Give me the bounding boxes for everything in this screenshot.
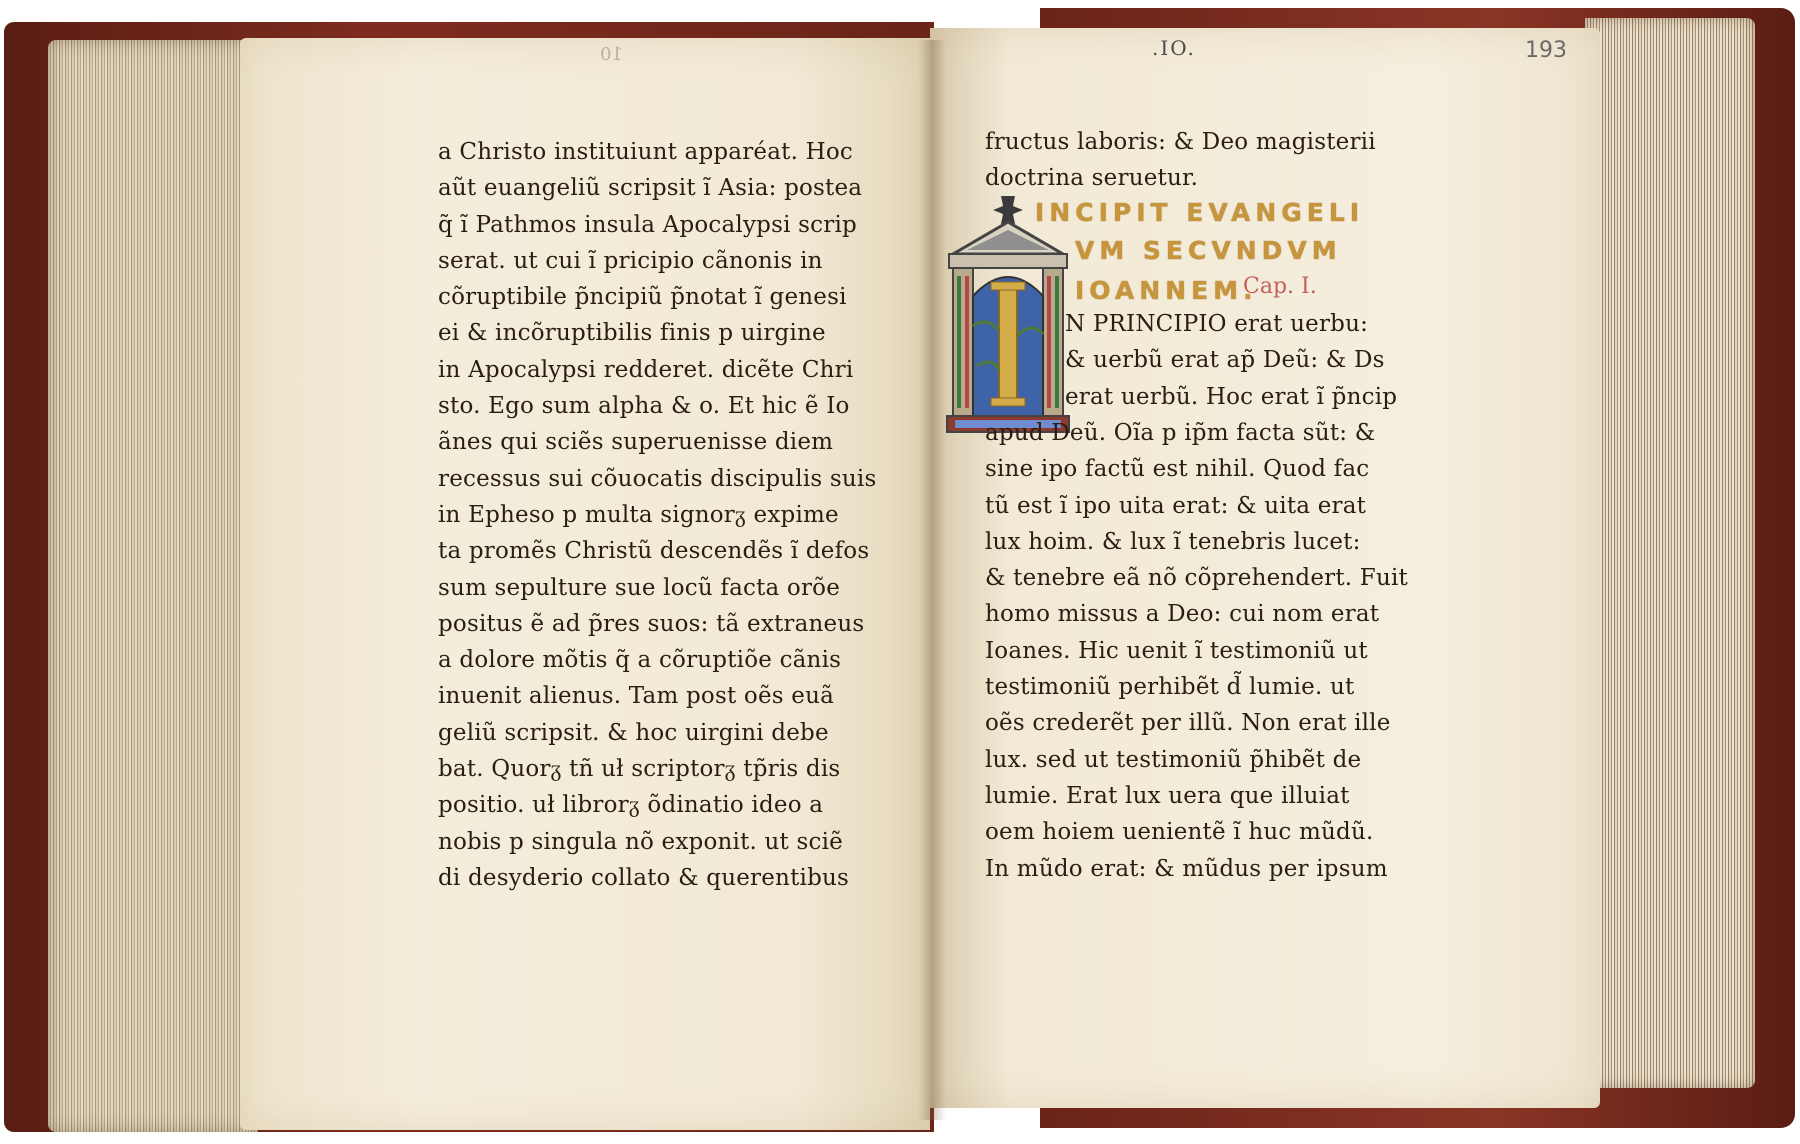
text-line: In mũdo erat: & mũdus per ipsum: [985, 855, 1388, 882]
text-line: sum sepulture sue locũ facta orõe: [438, 574, 841, 601]
text-line: oẽs crederẽt per illũ. Non erat ille: [985, 710, 1391, 737]
illuminated-initial: [943, 196, 1073, 436]
right-page-top-text: [985, 124, 1376, 197]
text-line: ta promẽs Christũ descendẽs ĩ defos: [438, 538, 870, 565]
text-line: tũ est ĩ ipo uita erat: & uita erat: [985, 492, 1367, 519]
right-page-text-beside-initial: [1065, 306, 1397, 415]
rubric-line: IOANNEM.: [1075, 276, 1258, 305]
text-line: erat uerbũ. Hoc erat ĩ p̃ncip: [1065, 383, 1398, 410]
text-line: a Christo instituiunt apparéat. Hoc: [438, 139, 853, 165]
text-line: lux hoim. & lux ĩ tenebris lucet:: [985, 528, 1361, 555]
folio-header: .IO.: [1152, 36, 1196, 60]
text-line: ei & incõruptibilis finis p uirgine: [438, 320, 826, 347]
text-line: in Epheso p multa signorᵹ expime: [438, 501, 839, 528]
text-line: & uerbũ erat ap̃ Deũ: & Ds: [1065, 347, 1385, 374]
text-line: geliũ scripsit. & hoc uirgini debe: [438, 719, 829, 746]
text-line: fructus laboris: & Deo magisterii: [985, 129, 1376, 155]
text-line: nobis p singula nõ exponit. ut sciẽ: [438, 828, 843, 855]
text-line: homo missus a Deo: cui nom erat: [985, 601, 1380, 628]
text-line: N PRINCIPIO erat uerbu:: [1065, 311, 1369, 337]
chapter-label: Cap. I.: [1243, 274, 1317, 299]
text-line: sto. Ego sum alpha & o. Et hic ẽ Io: [438, 393, 850, 420]
text-line: di desyderio collato & querentibus: [438, 864, 850, 891]
page-edges-right: [1585, 18, 1755, 1088]
folio-number: 193: [1525, 38, 1567, 63]
text-line: in Apocalypsi redderet. dicẽte Chri: [438, 356, 854, 383]
text-line: serat. ut cui ĩ pricipio cãnonis in: [438, 247, 823, 274]
text-line: cõruptibile p̃ncipiũ p̃notat ĩ genesi: [438, 284, 847, 311]
text-line: Ioanes. Hic uenit ĩ testimoniũ ut: [985, 637, 1368, 664]
text-line: positus ẽ ad p̃res suos: tã extraneus: [438, 610, 865, 637]
text-line: doctrina seruetur.: [985, 165, 1199, 192]
text-line: lux. sed ut testimoniũ p̃hibẽt de: [985, 746, 1362, 773]
text-line: inuenit alienus. Tam post oẽs euã: [438, 683, 835, 710]
text-line: positio. uł librorᵹ õdinatio ideo a: [438, 792, 824, 819]
book-gutter: [918, 40, 946, 1120]
text-line: aũt euangeliũ scripsit ĩ Asia: postea: [438, 175, 863, 202]
left-page-text: [438, 134, 876, 896]
text-line: oem hoiem uenientẽ ĩ huc mũdũ.: [985, 819, 1374, 846]
left-ghost-folio: 10: [600, 44, 623, 65]
text-line: bat. Quorᵹ tñ uł scriptorᵹ tp̃ris dis: [438, 756, 841, 783]
right-page-body-text: [985, 415, 1408, 887]
rubric-line: VM SECVNDVM: [1075, 236, 1342, 265]
text-line: ãnes qui sciẽs superuenisse diem: [438, 429, 834, 456]
text-line: lumie. Erat lux uera que illuiat: [985, 782, 1350, 809]
text-line: sine ipo factũ est nihil. Quod fac: [985, 456, 1370, 483]
text-line: a dolore mõtis q̃ a cõruptiõe cãnis: [438, 647, 842, 674]
text-line: q̃ ĩ Pathmos insula Apocalypsi scrip: [438, 211, 857, 238]
text-line: testimoniũ perhibẽt d̃ lumie. ut: [985, 674, 1355, 701]
page-edges-left: [48, 40, 258, 1132]
text-line: apud Deũ. Oĩa p ip̃m facta sũt: &: [985, 420, 1376, 446]
text-line: & tenebre eã nõ cõprehendert. Fuit: [985, 565, 1408, 592]
text-line: recessus sui cõuocatis discipulis suis: [438, 465, 877, 492]
rubric-line: INCIPIT EVANGELI: [1035, 198, 1365, 227]
